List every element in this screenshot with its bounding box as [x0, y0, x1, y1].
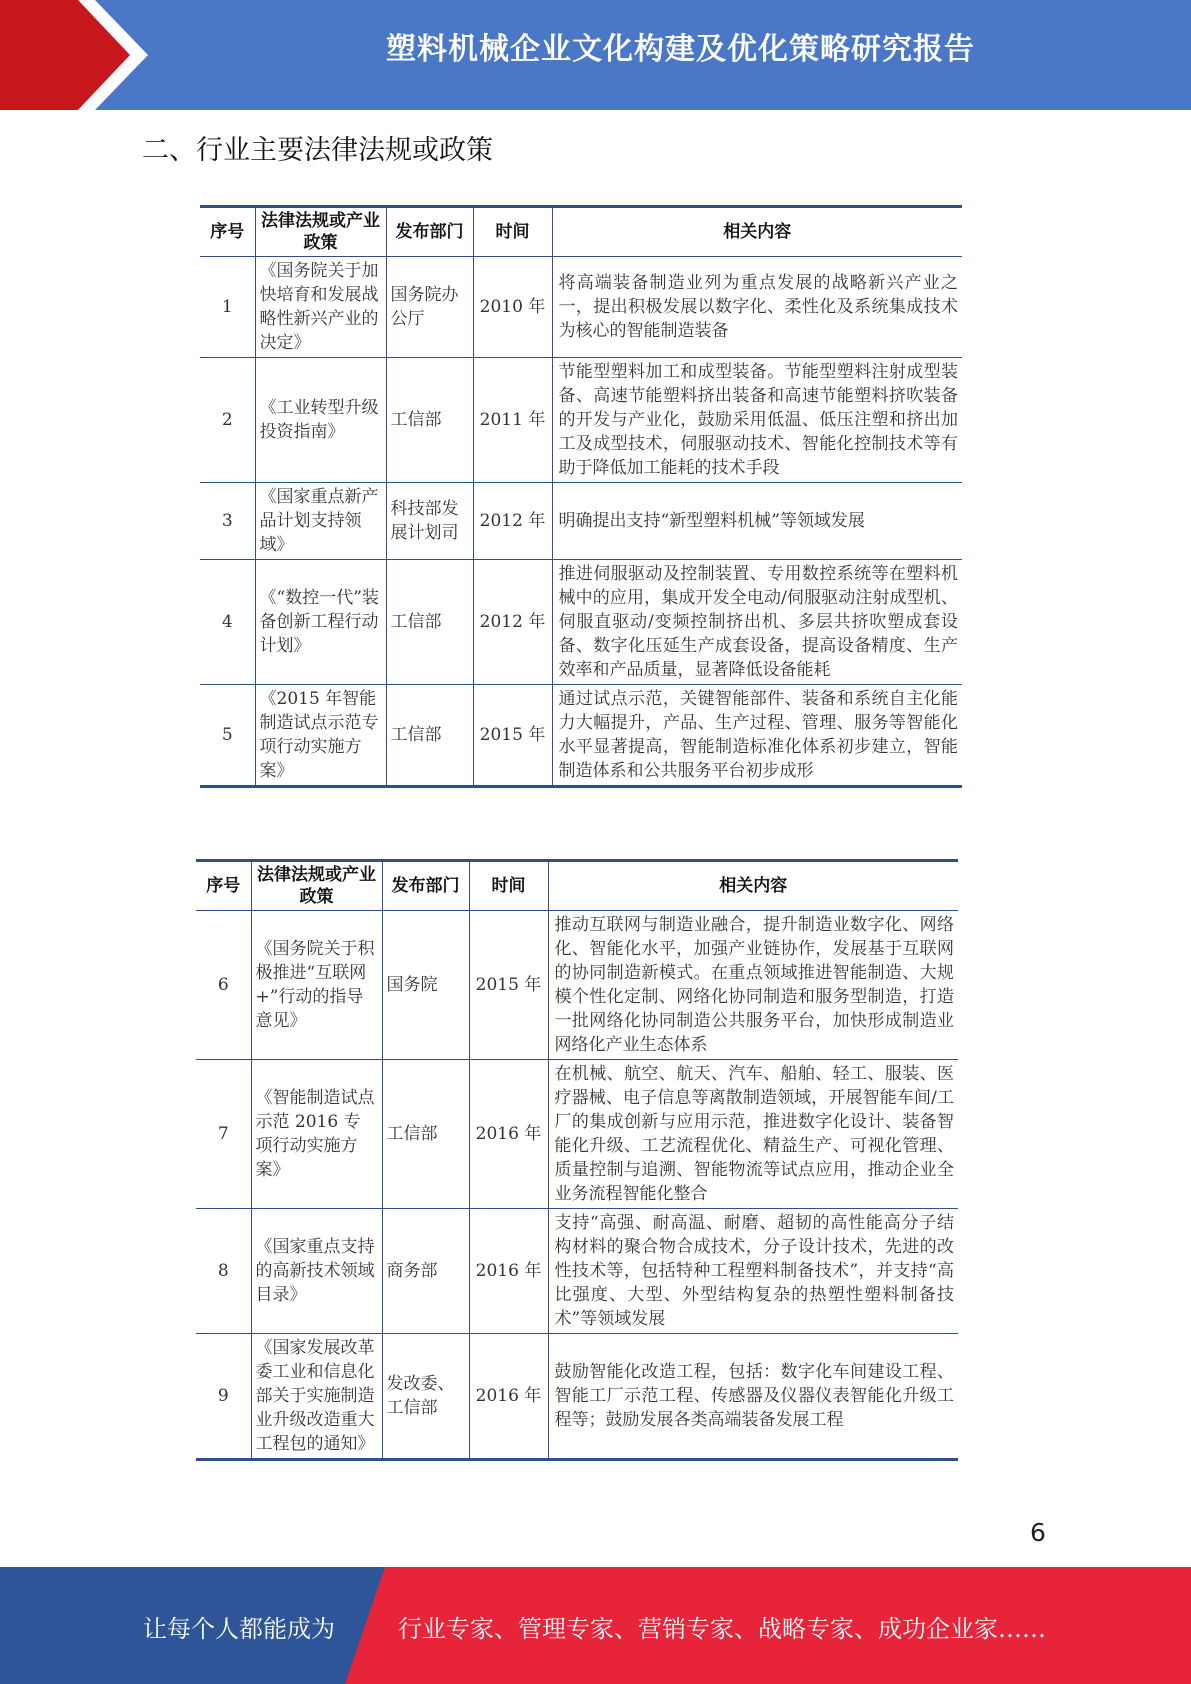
- row-number: 1: [200, 257, 255, 358]
- policy-content: 支持“高强、耐高温、耐磨、超韧的高性能高分子结构材料的聚合物合成技术，分子设计技术，先进的改性技术等，包括特种工程塑料制备技术”，并支持“高比强度、大型、外型结构复杂的热塑性塑料制备技术”等领域发展: [548, 1209, 958, 1334]
- policy-name: 《国务院关于加快培育和发展战略性新兴产业的决定》: [255, 257, 386, 358]
- issue-year: 2016 年: [469, 1209, 548, 1334]
- header-content: 相关内容: [552, 207, 962, 257]
- policy-table-part-2: [196, 859, 958, 1461]
- policy-content: 节能型塑料加工和成型装备。节能型塑料注射成型装备、高速节能塑料挤出装备和高速节能塑料挤吹装备的开发与产业化，鼓励采用低温、低压注塑和挤出加工及成型技术，伺服驱动技术、智能化控制技术等有助于降低加工能耗的技术手段: [552, 358, 962, 483]
- header-content: 相关内容: [548, 861, 958, 911]
- issue-year: 2010 年: [473, 257, 552, 358]
- policy-name: 《“数控一代”装备创新工程行动计划》: [255, 560, 386, 685]
- table-body-part-2: [196, 911, 958, 1460]
- table-row: [200, 685, 962, 787]
- table-body-part-1: [200, 257, 962, 787]
- row-number: 5: [200, 685, 255, 787]
- header-arrow-graphic: [0, 0, 150, 110]
- table-row: [196, 911, 958, 1060]
- issue-year: 2016 年: [469, 1060, 548, 1209]
- policy-content: 推动互联网与制造业融合，提升制造业数字化、网络化、智能化水平，加强产业链协作，发展基于互联网的协同制造新模式。在重点领域推进智能制造、大规模个性化定制、网络化协同制造和服务型制造，打造一批网络化协同制造公共服务平台，加快形成制造业网络化产业生态体系: [548, 911, 958, 1060]
- table-row: [196, 1209, 958, 1334]
- issue-year: 2015 年: [473, 685, 552, 787]
- policy-name: 《国务院关于积极推进“互联网+”行动的指导意见》: [251, 911, 382, 1060]
- policy-content: 鼓励智能化改造工程，包括：数字化车间建设工程、智能工厂示范工程、传感器及仪器仪表智能化升级工程等；鼓励发展各类高端装备发展工程: [548, 1334, 958, 1460]
- table-row: [196, 1060, 958, 1209]
- issuing-department: 工信部: [386, 560, 473, 685]
- issuing-department: 工信部: [382, 1060, 469, 1209]
- table-row: [196, 1334, 958, 1460]
- row-number: 9: [196, 1334, 251, 1460]
- header-no: 序号: [200, 207, 255, 257]
- table-row: [200, 560, 962, 685]
- row-number: 3: [200, 483, 255, 560]
- footer-slogan-left: 让每个人都能成为: [143, 1615, 335, 1643]
- header-policy: 法律法规或产业政策: [251, 861, 382, 911]
- issue-year: 2016 年: [469, 1334, 548, 1460]
- table-header-row: [196, 861, 958, 911]
- header-time: 时间: [473, 207, 552, 257]
- row-number: 4: [200, 560, 255, 685]
- row-number: 6: [196, 911, 251, 1060]
- policy-content: 将高端装备制造业列为重点发展的战略新兴产业之一，提出积极发展以数字化、柔性化及系统集成技术为核心的智能制造装备: [552, 257, 962, 358]
- row-number: 8: [196, 1209, 251, 1334]
- policy-table-part-1: [200, 205, 962, 788]
- page-footer: [0, 1567, 1191, 1684]
- issuing-department: 国务院办公厅: [386, 257, 473, 358]
- table-row: [200, 358, 962, 483]
- issue-year: 2012 年: [473, 560, 552, 685]
- issuing-department: 工信部: [386, 685, 473, 787]
- table-header-row: [200, 207, 962, 257]
- page-number: 6: [1030, 1518, 1046, 1547]
- row-number: 7: [196, 1060, 251, 1209]
- policy-content: 在机械、航空、航天、汽车、船舶、轻工、服装、医疗器械、电子信息等离散制造领域，开展智能车间/工厂的集成创新与应用示范，推进数字化设计、装备智能化升级、工艺流程优化、精益生产、可视化管理、质量控制与追溯、智能物流等试点应用，推动企业全业务流程智能化整合: [548, 1060, 958, 1209]
- issuing-department: 商务部: [382, 1209, 469, 1334]
- policy-content: 推进伺服驱动及控制装置、专用数控系统等在塑料机械中的应用，集成开发全电动/伺服驱动注射成型机、伺服直驱动/变频控制挤出机、多层共挤吹塑成套设备、数字化压延生产成套设备，提高设备精度、生产效率和产品质量，显著降低设备能耗: [552, 560, 962, 685]
- policy-name: 《国家重点支持的高新技术领域目录》: [251, 1209, 382, 1334]
- section-heading: 二、行业主要法律法规或政策: [142, 135, 493, 166]
- issuing-department: 国务院: [382, 911, 469, 1060]
- issuing-department: 发改委、工信部: [382, 1334, 469, 1460]
- policy-name: 《国家发展改革委工业和信息化部关于实施制造业升级改造重大工程包的通知》: [251, 1334, 382, 1460]
- issue-year: 2012 年: [473, 483, 552, 560]
- header-time: 时间: [469, 861, 548, 911]
- issuing-department: 科技部发展计划司: [386, 483, 473, 560]
- header-policy: 法律法规或产业政策: [255, 207, 386, 257]
- policy-name: 《工业转型升级投资指南》: [255, 358, 386, 483]
- issue-year: 2011 年: [473, 358, 552, 483]
- header-no: 序号: [196, 861, 251, 911]
- issuing-department: 工信部: [386, 358, 473, 483]
- issue-year: 2015 年: [469, 911, 548, 1060]
- table-row: [200, 257, 962, 358]
- row-number: 2: [200, 358, 255, 483]
- policy-content: 明确提出支持“新型塑料机械”等领域发展: [552, 483, 962, 560]
- policy-content: 通过试点示范，关键智能部件、装备和系统自主化能力大幅提升，产品、生产过程、管理、服务等智能化水平显著提高，智能制造标准化体系初步建立，智能制造体系和公共服务平台初步成形: [552, 685, 962, 787]
- report-title: 塑料机械企业文化构建及优化策略研究报告: [386, 32, 975, 67]
- policy-name: 《智能制造试点示范 2016 专项行动实施方案》: [251, 1060, 382, 1209]
- footer-slogan-right: 行业专家、管理专家、营销专家、战略专家、成功企业家……: [398, 1615, 1046, 1643]
- table-row: [200, 483, 962, 560]
- header-dept: 发布部门: [386, 207, 473, 257]
- policy-name: 《国家重点新产品计划支持领域》: [255, 483, 386, 560]
- policy-name: 《2015 年智能制造试点示范专项行动实施方案》: [255, 685, 386, 787]
- page-header: [0, 0, 1191, 110]
- header-dept: 发布部门: [382, 861, 469, 911]
